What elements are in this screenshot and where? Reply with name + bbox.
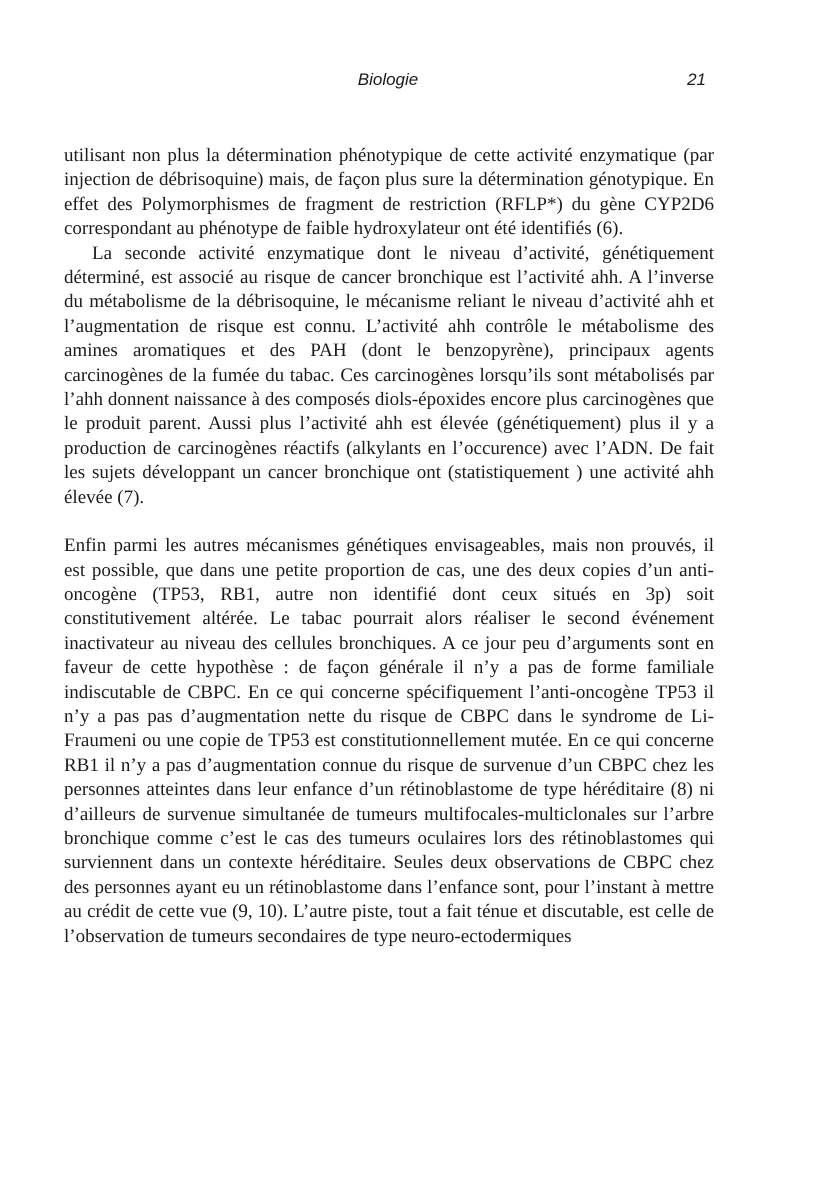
body-text [64,144,714,949]
running-header [64,70,712,94]
paragraph-continuation: utilisant non plus la détermination phénotypique de cette activité enzymatique (par injection de débrisoquine) mais, de façon plus sure la détermination génotypique. En effet des Polymorphismes de fragment de restriction (RFLP*) du gène CYP2D6 correspondant au phénotype de faible hydroxylateur ont été identifiés (6). [64,145,714,240]
running-header-title: Biologie [357,70,419,89]
paragraph-ahh-activity: La seconde activité enzymatique dont le niveau d’activité, génétiquement déterminé, est associé au risque de cancer bronchique est l’activité ahh. A l’inverse du métabolisme de la débrisoquine, le mécanisme reliant le niveau d’activité ahh et l’augmentation de risque est connu. L’activité ahh contrôle le métabolisme des amines aromatiques et des PAH (dont le benzopyrène), principaux agents carcinogènes de la fumée du tabac. Ces carcinogènes lorsqu’ils sont métabolisés par l’ahh donnent naissance à des composés diols-époxides encore plus carcinogènes que le produit parent. Aussi plus l’activité ahh est élevée (génétiquement) plus il y a production de carcinogènes réactifs (alkylants en l’occurence) avec l’ADN. De fait les sujets développant un cancer bronchique ont (statistiquement ) une activité ahh élevée (7). [64,242,714,508]
paragraph-anti-oncogene: Enfin parmi les autres mécanismes génétiques envisageables, mais non prouvés, il est possible, que dans une petite proportion de cas, une des deux copies d’un anti-oncogène (TP53, RB1, autre non identifié dont ceux situés en 3p) soit constitutivement altérée. Le tabac pourrait alors réaliser le second événement inactivateur au niveau des cellules bronchiques. A ce jour peu d’arguments sont en faveur de cette hypothèse : de façon générale il n’y a pas de forme familiale indiscutable de CBPC. En ce qui concerne spécifiquement l’anti-oncogène TP53 il n’y a pas pas d’augmentation nette du risque de CBPC dans le syndrome de Li-Fraumeni ou une copie de TP53 est constitutionnellement mutée. En ce qui concerne RB1 il n’y a pas d’augmentation connue du risque de survenue d’un CBPC chez les personnes atteintes dans leur enfance d’un rétinoblastome de type héréditaire (8) ni d’ailleurs de survenue simultanée de tumeurs multifocales-multiclonales sur l’arbre bronchique comme c’est le cas des tumeurs oculaires lors des rétinoblastomes qui surviennent dans un contexte héréditaire. Seules deux observations de CBPC chez des personnes ayant eu un rétinoblastome dans l’enfance sont, pour l’instant à mettre au crédit de cette vue (9, 10). L’autre piste, tout a fait ténue et discutable, est celle de l’observation de tumeurs secondaires de type neuro-ectodermiques [64,535,714,947]
page-number: 21 [687,70,706,89]
